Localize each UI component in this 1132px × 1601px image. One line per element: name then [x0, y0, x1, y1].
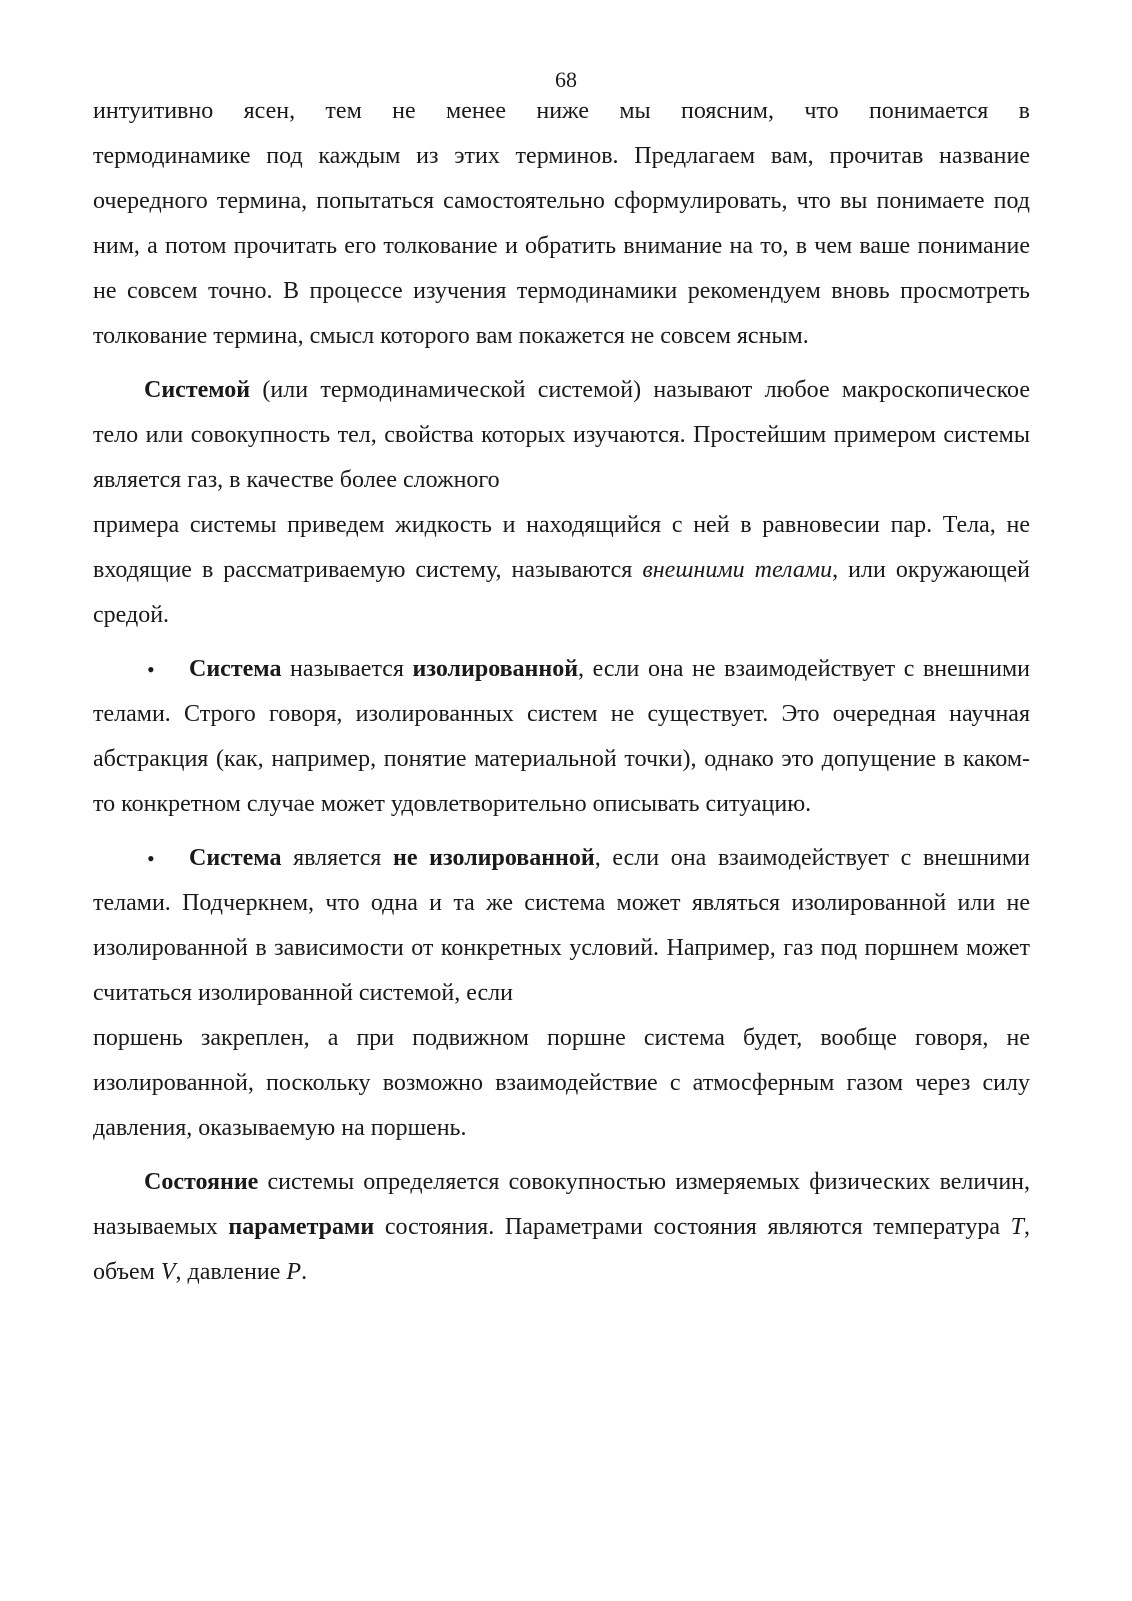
system-definition-paragraph [93, 368, 1030, 503]
system-definition-continuation [93, 503, 1030, 638]
term-system-bullet-2: Система [189, 845, 282, 871]
term-parameters: параметрами [228, 1214, 375, 1240]
variable-t: T [1010, 1214, 1024, 1240]
variable-v: V [160, 1259, 176, 1285]
document-body [93, 89, 1030, 1295]
bullet-isolated-text-1: называется [281, 656, 413, 682]
state-definition-text-2: состояния. Параметрами состояния являются температура [374, 1214, 1011, 1240]
intro-paragraph: термодинамике под каждым из этих терминов. Предлагаем вам, прочитав название очередного термина, попытаться самостоятельно сформулировать, что вы понимаете под ним, а потом прочитать его толкование и обратить внимание на то, в чем ваше понимание не совсем точно. В процессе изучения термодинамики рекомендуем вновь просмотреть толкование термина, смысл которого вам покажется не совсем ясным. [93, 143, 1030, 349]
state-separator-2: , давление [175, 1259, 287, 1285]
bullet-mark: • [147, 846, 155, 871]
bullet-not-isolated-paragraph [93, 836, 1030, 1016]
term-not-isolated: не изолированной [393, 845, 595, 871]
term-system: Системой [144, 377, 251, 403]
state-definition-text-1: системы определяется совокупностью измеряемых физических величин, называемых [93, 1169, 1030, 1240]
variable-p: P [286, 1259, 302, 1285]
bullet-not-isolated-text-2: , если она взаимодействует с внешними телами. Подчеркнем, что одна и та же система может являться изолированной или не изолированной в зависимости от конкретных условий. Например, газ под поршнем может считаться изолированной системой, если [93, 845, 1031, 1006]
term-state: Состояние [144, 1169, 259, 1195]
bullet-not-isolated-continuation: поршень закреплен, а при подвижном поршне система будет, вообще говоря, не изолированной, поскольку возможно взаимодействие с атмосферным газом через силу давления, оказываемую на поршень. [93, 1025, 1030, 1141]
term-system-bullet-1: Система [189, 656, 282, 682]
state-definition-paragraph [93, 1160, 1030, 1295]
system-definition-text-2: примера системы приведем жидкость и находящийся с ней в равновесии пар. Тела, не входящие в рассматриваемую систему, называются [93, 512, 1030, 583]
system-definition-text: (или термодинамической системой) называют любое макроскопическое тело или совокупность тел, свойства которых изучаются. Простейшим примером системы является газ, в качестве более сложного [93, 377, 1030, 493]
bullet-isolated-text-2: , если она не взаимодействует с внешними телами. Строго говоря, изолированных систем не существует. Это очередная научная абстракция (как, например, понятие материальной точки), однако это допущение в каком-то конкретном случае может удовлетворительно описывать ситуацию. [93, 656, 1030, 817]
state-separator-1: , объем [93, 1214, 1030, 1285]
bullet-isolated-paragraph [93, 647, 1030, 827]
system-definition-text-3: , или окружающей средой. [93, 557, 1030, 628]
term-isolated: изолированной [412, 656, 579, 682]
term-external-bodies: внешними телами [642, 557, 833, 583]
page-number: 68 [555, 67, 577, 92]
intro-first-line: интуитивно ясен, тем не менее ниже мы поясним, что понимается в [93, 98, 1030, 124]
state-end: . [301, 1259, 308, 1285]
bullet-not-isolated-text-1: является [281, 845, 394, 871]
bullet-mark: • [147, 657, 155, 682]
